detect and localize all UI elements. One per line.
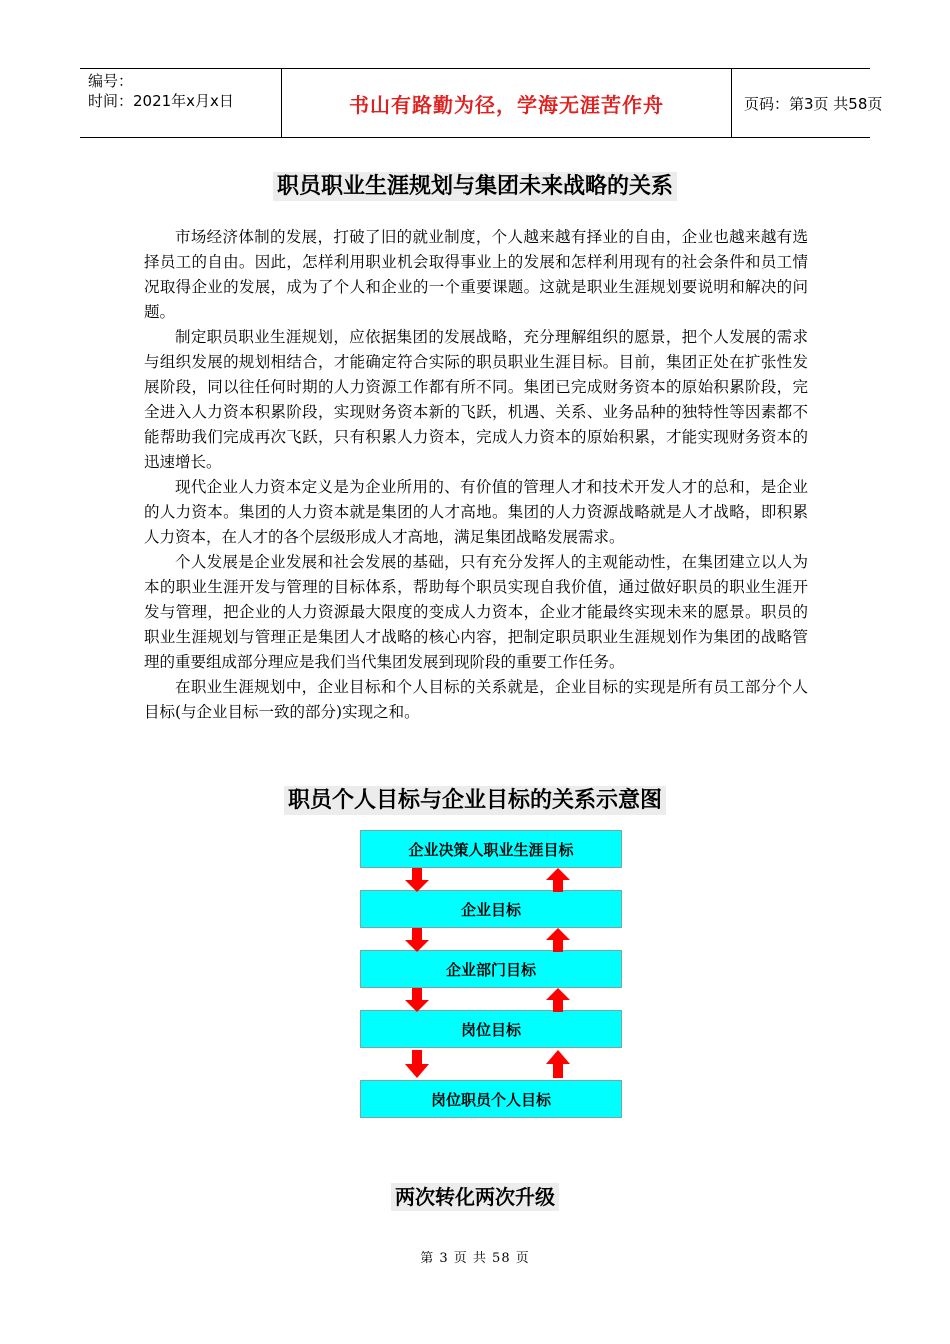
diagram-box-position-goal: 岗位目标: [360, 1010, 622, 1048]
paragraph: 市场经济体制的发展，打破了旧的就业制度，个人越来越有择业的自由，企业也越来越有选择员工的自由。因此，怎样利用职业机会取得事业上的发展和怎样利用现有的社会条件和员工情况取得企业的发展，成为了个人和企业的一个重要课题。这就是职业生涯规划要说明和解决的问题。: [144, 228, 808, 321]
section-title-career-strategy: [0, 169, 950, 200]
section-title-text: 职员职业生涯规划与集团未来战略的关系: [273, 172, 677, 201]
arrow-down-icon: [405, 1050, 429, 1078]
arrow-down-icon: [405, 868, 429, 892]
arrow-up-icon: [546, 868, 570, 892]
goal-relation-diagram: [360, 830, 622, 1120]
section-title-text: 两次转化两次升级: [391, 1183, 559, 1211]
document-number-label: 编号：: [88, 72, 134, 90]
header-page-info: 页码：第3页 共58页: [744, 94, 883, 113]
diagram-box-enterprise-goal: 企业目标: [360, 890, 622, 928]
section-title-two-transformations: [0, 1181, 950, 1210]
arrow-down-icon: [405, 928, 429, 952]
section-title-goal-relation: [0, 783, 950, 814]
arrow-up-icon: [546, 1050, 570, 1078]
section-title-text: 职员个人目标与企业目标的关系示意图: [284, 786, 666, 815]
paragraph: 个人发展是企业发展和社会发展的基础，只有充分发挥人的主观能动性，在集团建立以人为本的职业生涯开发与管理的目标体系，帮助每个职员实现自我价值，通过做好职员的职业生涯开发与管理，把企业的人力资源最大限度的变成人力资本，企业才能最终实现未来的愿景。职员的职业生涯规划与管理正是集团人才战略的核心内容，把制定职员职业生涯规划作为集团的战略管理的重要组成部分理应是我们当代集团发展到现阶段的重要工作任务。: [144, 553, 808, 671]
body-text: [144, 225, 808, 725]
paragraph: 在职业生涯规划中，企业目标和个人目标的关系就是，企业目标的实现是所有员工部分个人目标(与企业目标一致的部分)实现之和。: [144, 678, 808, 721]
arrow-up-icon: [546, 988, 570, 1012]
diagram-box-department-goal: 企业部门目标: [360, 950, 622, 988]
page-footer: 第 3 页 共 58 页: [420, 1251, 530, 1266]
paragraph: 制定职员职业生涯规划，应依据集团的发展战略，充分理解组织的愿景，把个人发展的需求与组织发展的规划相结合，才能确定符合实际的职员职业生涯目标。目前，集团正处在扩张性发展阶段，同以往任何时期的人力资源工作都有所不同。集团已完成财务资本的原始积累阶段，完全进入人力资本积累阶段，实现财务资本新的飞跃，机遇、关系、业务品种的独特性等因素都不能帮助我们完成再次飞跃，只有积累人力资本，完成人力资本的原始积累，才能实现财务资本的迅速增长。: [144, 328, 808, 471]
header-motto: 书山有路勤为径，学海无涯苦作舟: [282, 69, 732, 137]
paragraph: 现代企业人力资本定义是为企业所用的、有价值的管理人才和技术开发人才的总和，是企业的人力资本。集团的人力资本就是集团的人才高地。集团的人力资源战略就是人才战略，即积累人力资本，在人才的各个层级形成人才高地，满足集团战略发展需求。: [144, 478, 808, 546]
document-date: 时间：2021年x月x日: [88, 92, 234, 110]
diagram-box-executive-goal: 企业决策人职业生涯目标: [360, 830, 622, 868]
header-meta: [80, 69, 282, 137]
page-header: [80, 68, 883, 138]
arrow-up-icon: [546, 928, 570, 952]
diagram-box-employee-goal: 岗位职员个人目标: [360, 1080, 622, 1118]
arrow-down-icon: [405, 988, 429, 1012]
